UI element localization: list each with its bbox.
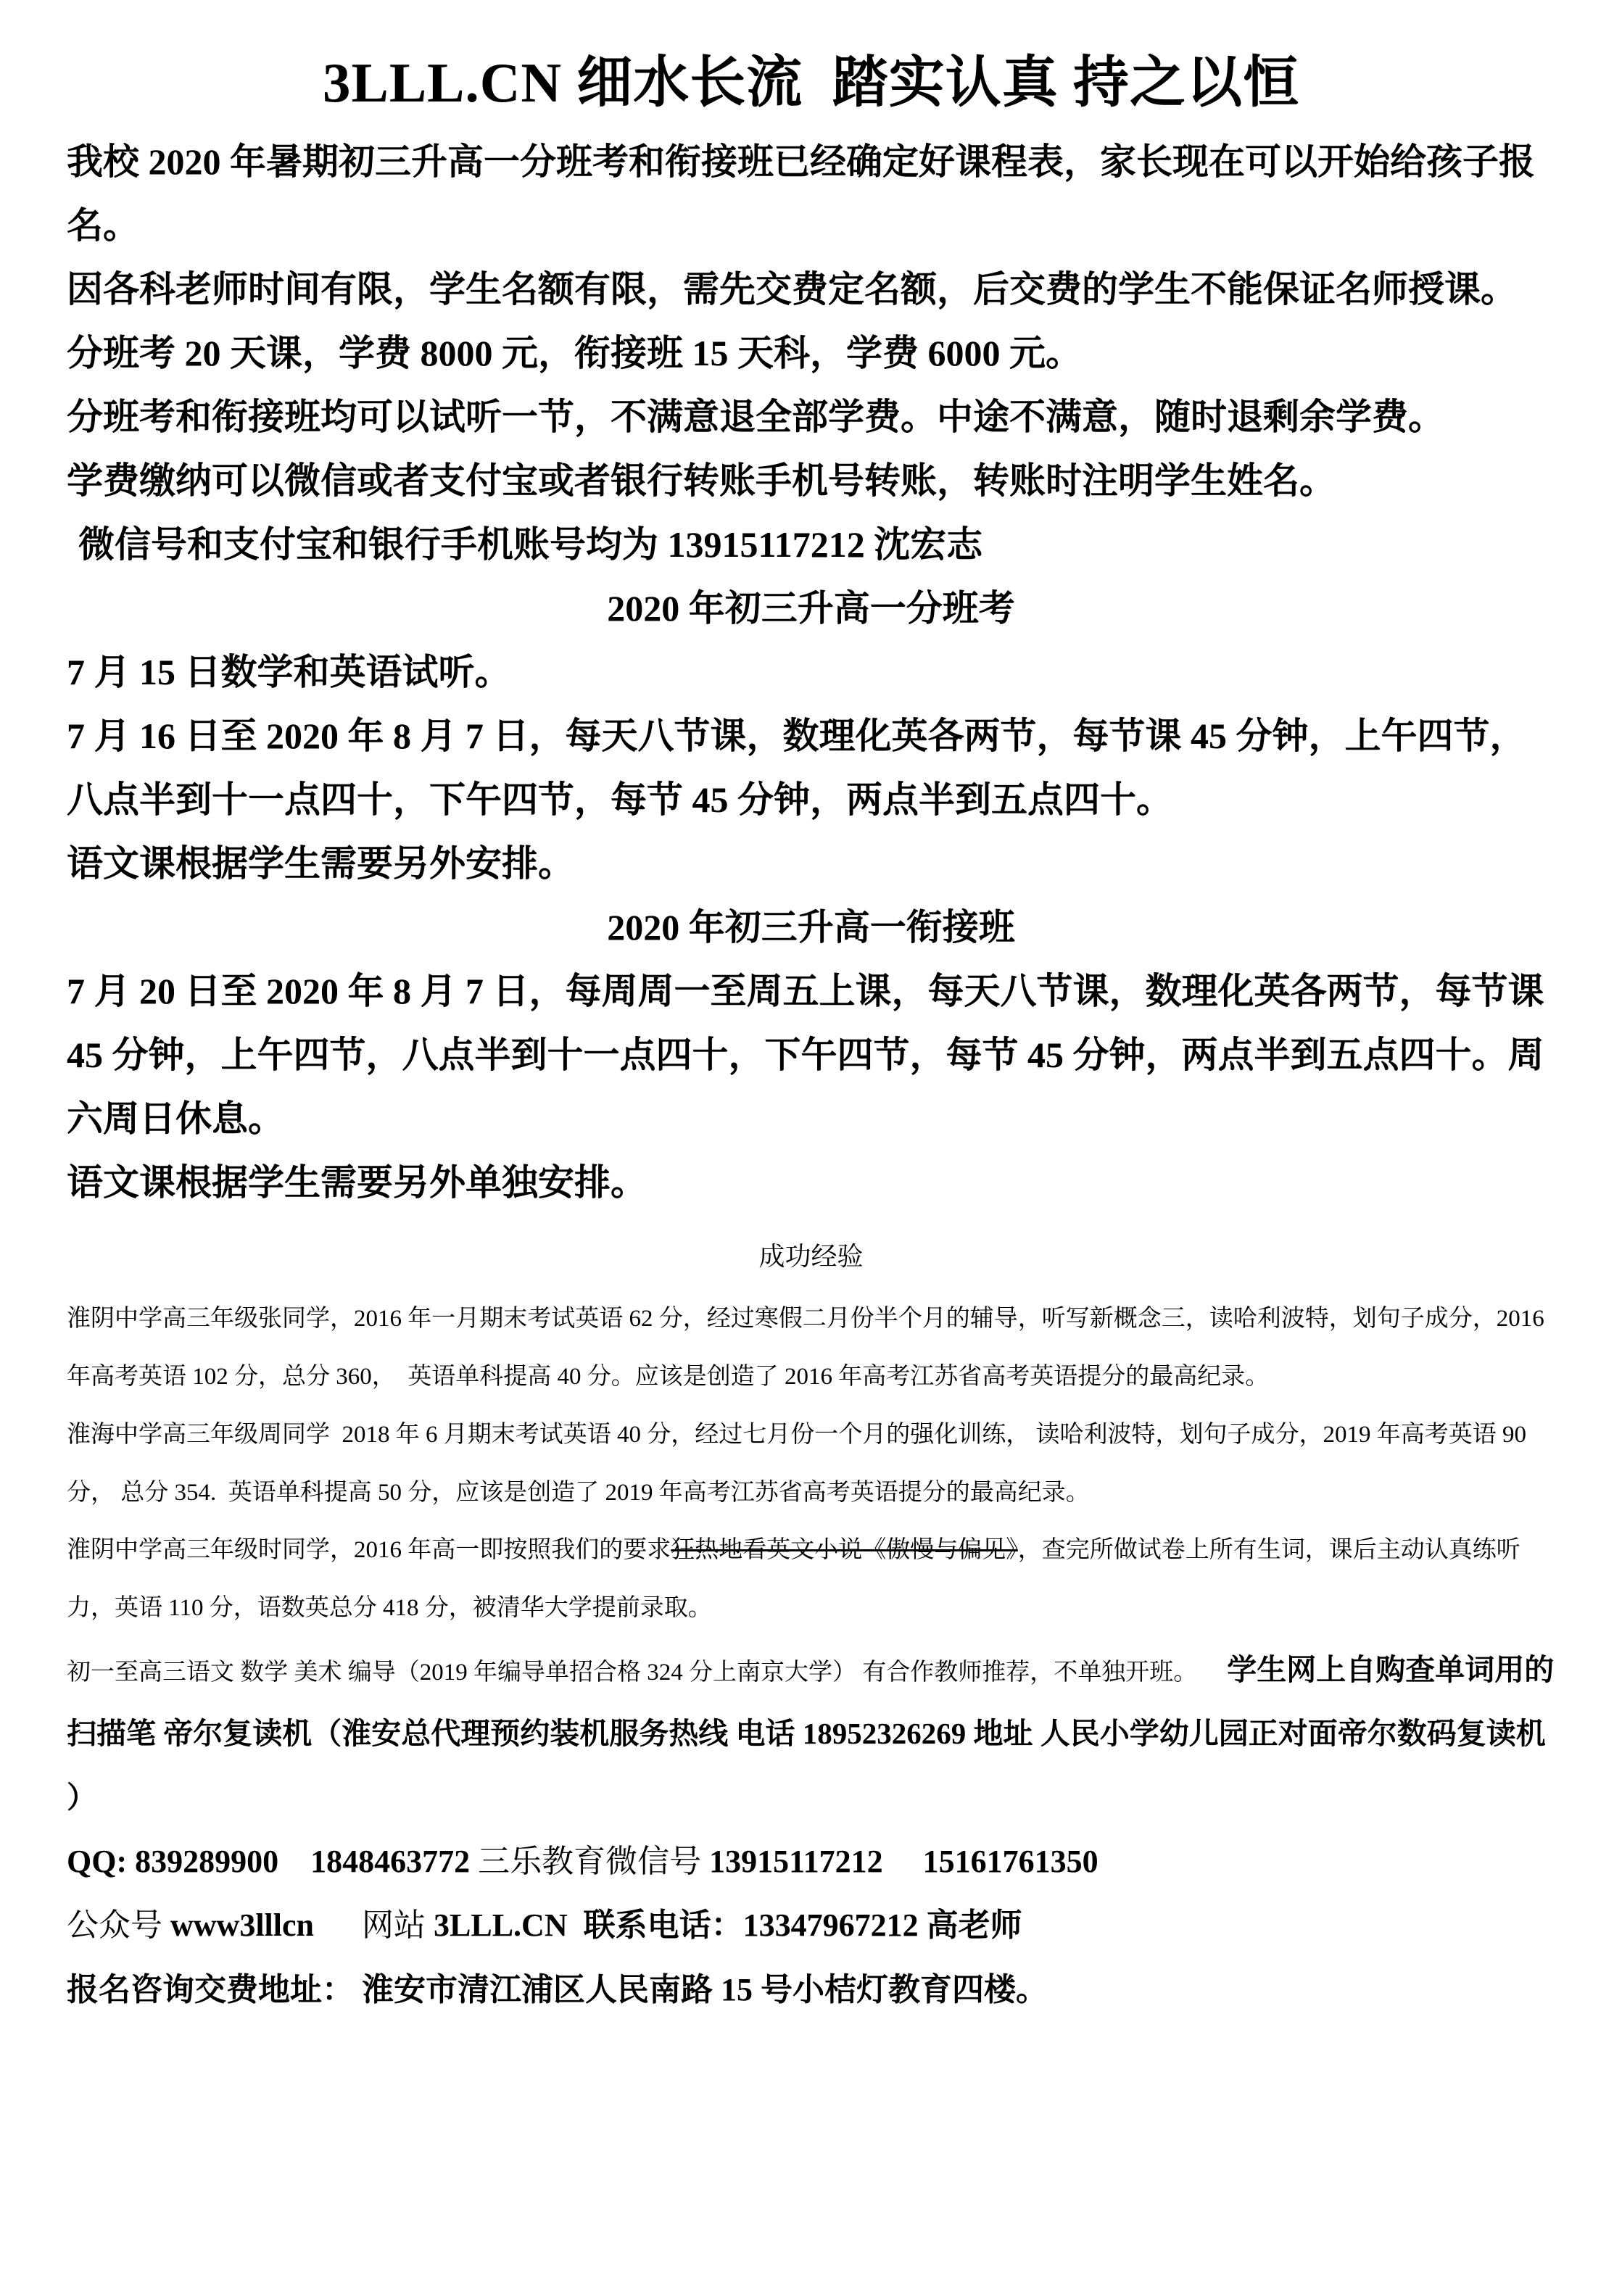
public-account-website-line [67, 1894, 1555, 1958]
placement-chinese-note: 语文课根据学生需要另外安排。 [67, 843, 574, 884]
section-heading-placement-exam: 2020 年初三升高一分班考 [607, 588, 1015, 629]
website-value: 3LLL.CN [434, 1907, 568, 1944]
intro-paragraph-refund: 分班考和衔接班均可以试听一节，不满意退全部学费。中途不满意，随时退剩余学费。 [67, 397, 1444, 437]
intro-paragraph-enrollment: 我校 2020 年暑期初三升高一分班考和衔接班已经确定好课程表，家长现在可以开始给孩子报名。 [67, 141, 1535, 246]
address-line [67, 1958, 1555, 2023]
bridging-chinese-note: 语文课根据学生需要另外单独安排。 [67, 1162, 647, 1203]
qq-wechat-line [67, 1830, 1555, 1894]
wechat-numbers: 13915117212 15161761350 [709, 1843, 1098, 1879]
success-story-zhang: 淮阴中学高三年级张同学，2016 年一月期末考试英语 62 分，经过寒假二月份半个月的辅导，听写新概念三，读哈利波特，划句子成分，2016 年高考英语 102 分，总分 360， 英语单科提高 40 分。应该是创造了 2016 年高考江苏省高考英语提分的最高纪录。 [67, 1306, 1550, 1390]
intro-paragraph-tuition: 分班考 20 天课，学费 8000 元，衔接班 15 天科，学费 6000 元。 [67, 333, 1082, 373]
placement-trial-line: 7 月 15 日数学和英语试听。 [67, 652, 511, 692]
courses-list-text: 初一至高三语文 数学 美术 编导（2019 年编导单招合格 324 分上南京大学） 有合作教师推荐，不单独开班。 [67, 1659, 1198, 1686]
address-label: 报名咨询交费地址： [67, 1972, 362, 2008]
section-heading-bridging-class: 2020 年初三升高一衔接班 [607, 907, 1015, 948]
wechat-label: 三乐教育微信号 [478, 1843, 710, 1879]
address-value: 淮安市清江浦区人民南路 15 号小桔灯教育四楼。 [362, 1972, 1048, 2008]
success-story-shi [67, 1522, 1555, 1638]
bridging-schedule-line: 7 月 20 日至 2020 年 8 月 7 日，每周周一至周五上课，每天八节课，数理化英各两节，每节课 45 分钟，上午四节，八点半到十一点四十，下午四节，每节 45 分钟，两点半到五点四十。周六周日休息。 [67, 971, 1553, 1139]
story-text-after: ，查完所做试卷上所有生词，课后主动认真练听力，英语 110 分，语数英总分 418 分，被清华大学提前录取。 [67, 1537, 1520, 1622]
intro-paragraph-quota: 因各科老师时间有限，学生名额有限，需先交费定名额，后交费的学生不能保证名师授课。 [67, 269, 1517, 310]
public-account-value: www3lllcn [170, 1907, 314, 1944]
intro-paragraph-payment: 学费缴纳可以微信或者支付宝或者银行转账手机号转账，转账时注明学生姓名。 [67, 460, 1336, 501]
public-account-label: 公众号 [67, 1907, 170, 1944]
courses-and-devices-note [67, 1638, 1555, 1829]
scanner-pen-reader-text: 学生网上自购查单词用的扫描笔 帝尔复读机（淮安总代理预约装机服务热线 电话 18952326269 地址 人民小学幼儿园正对面帝尔数码复读机 ） [67, 1653, 1555, 1815]
intro-paragraph-account: 微信号和支付宝和银行手机账号均为 13915117212 沈宏志 [78, 524, 983, 565]
story-text-before: 淮阴中学高三年级时同学，2016 年高一即按照我们的要求 [67, 1537, 671, 1564]
website-label: 网站 [314, 1907, 434, 1944]
success-story-zhou: 淮海中学高三年级周同学 2018 年 6 月期末考试英语 40 分，经过七月份一个月的强化训练， 读哈利波特，划句子成分，2019 年高考英语 90 分， 总分 354. 英语单科提高 50 分，应该是创造了 2019 年高考江苏省高考英语提分的最高纪录。 [67, 1421, 1533, 1506]
success-stories-heading: 成功经验 [758, 1242, 864, 1271]
page-title: 3LLL.CN 细水长流 踏实认真 持之以恒 [322, 51, 1300, 114]
placement-schedule-line: 7 月 16 日至 2020 年 8 月 7 日，每天八节课，数理化英各两节，每节课 45 分钟，上午四节，八点半到十一点四十，下午四节，每节 45 分钟，两点半到五点四十。 [67, 716, 1526, 820]
qq-numbers: QQ: 839289900 1848463772 [67, 1843, 479, 1879]
phone-and-teacher: 联系电话：13347967212 高老师 [567, 1907, 1022, 1944]
strikethrough-text: 狂热地看英文小说《傲慢与偏见》 [671, 1537, 1018, 1564]
